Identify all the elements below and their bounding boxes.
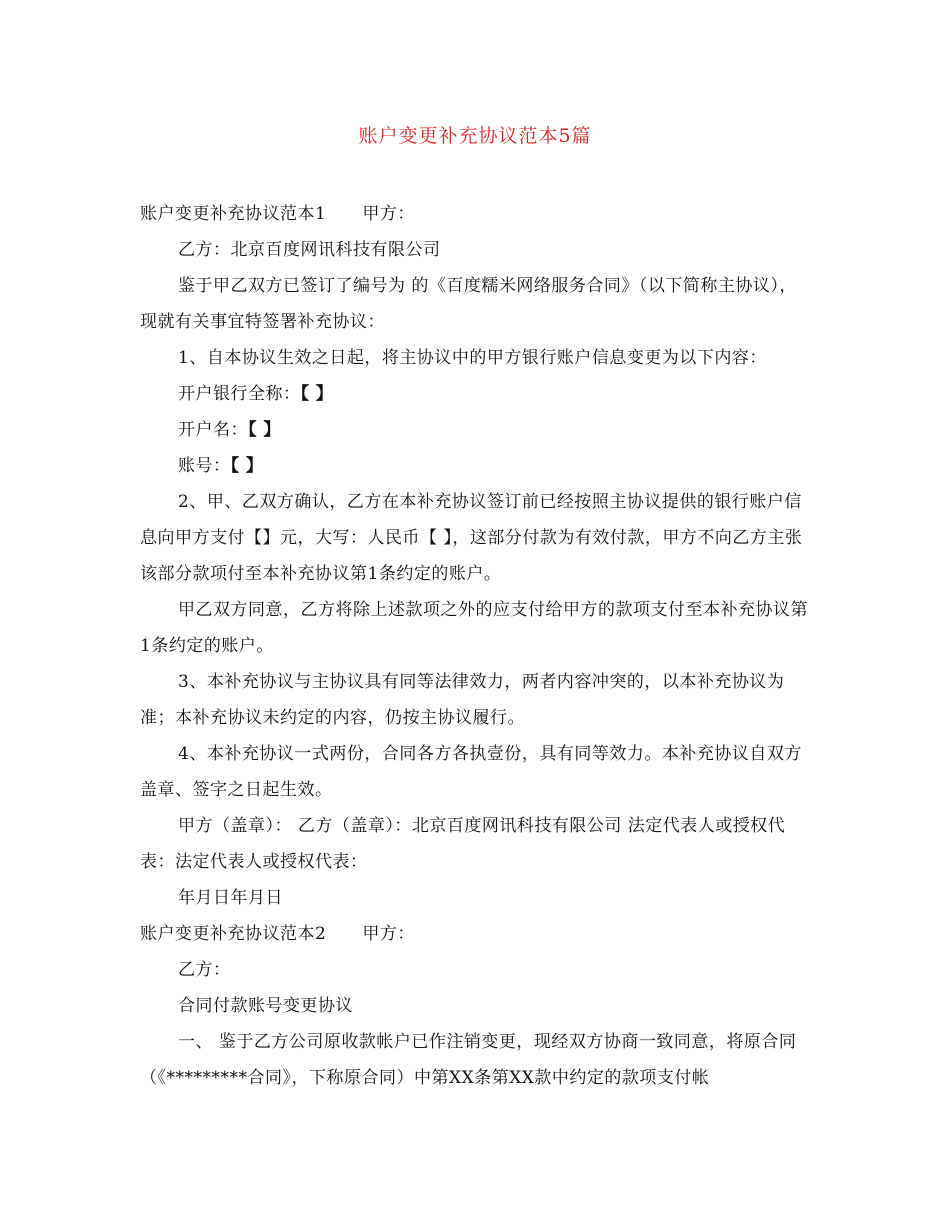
account-number-line bbox=[140, 448, 812, 484]
clause-1: 1、自本协议生效之日起，将主协议中的甲方银行账户信息变更为以下内容： bbox=[178, 348, 767, 368]
signature-block: 甲方（盖章）： 乙方（盖章）：北京百度网讯科技有限公司 法定代表人或授权代表：法定代表人或授权代表： bbox=[140, 816, 786, 872]
clause-2-continued: 甲乙双方同意，乙方将除上述款项之外的应支付给甲方的款项支付至本补充协议第1条约定的账户。 bbox=[140, 600, 808, 656]
section-heading-2 bbox=[140, 916, 812, 952]
section-heading-2-text: 账户变更补充协议范本2 bbox=[140, 924, 327, 944]
section-heading-1-text: 账户变更补充协议范本1 bbox=[140, 204, 327, 224]
account-name-label: 开户名： bbox=[178, 420, 248, 440]
account-name-value: 【 】 bbox=[248, 420, 281, 440]
clause-4: 4、本补充协议一式两份，合同各方各执壹份，具有同等效力。本补充协议自双方盖章、签字之日起生效。 bbox=[140, 744, 802, 800]
account-number-label: 账号： bbox=[178, 456, 231, 476]
section-2-clause-1: 一、 鉴于乙方公司原收款帐户已作注销变更，现经双方协商一致同意，将原合同（《*********合同》，下称原合同）中第XX条第XX款中约定的款项支付帐 bbox=[140, 1032, 797, 1088]
intro-paragraph: 鉴于甲乙双方已签订了编号为 的《百度糯米网络服务合同》（以下简称主协议），现就有关事宜特签署补充协议： bbox=[140, 276, 797, 332]
document-body bbox=[140, 196, 812, 1096]
date-line: 年月日年月日 bbox=[178, 888, 283, 908]
clause-2: 2、甲、乙双方确认，乙方在本补充协议签订前已经按照主协议提供的银行账户信息向甲方支付【】元，大写：人民币【 】，这部分付款为有效付款，甲方不向乙方主张该部分款项付至本补充协议第1条约定的账户。 bbox=[140, 492, 803, 584]
account-number-value: 【 】 bbox=[230, 456, 264, 476]
document-title: 账户变更补充协议范本5篇 bbox=[358, 125, 592, 147]
clause-3: 3、本补充协议与主协议具有同等法律效力，两者内容冲突的，以本补充协议为准；本补充协议未约定的内容，仍按主协议履行。 bbox=[140, 672, 785, 728]
bank-name-line bbox=[140, 376, 812, 412]
section-2-subtitle: 合同付款账号变更协议 bbox=[178, 996, 353, 1016]
bank-name-label: 开户银行全称： bbox=[178, 384, 301, 404]
party-b-line-2: 乙方： bbox=[178, 960, 231, 980]
section-heading-1 bbox=[140, 196, 812, 232]
bank-name-value: 【 】 bbox=[300, 384, 334, 404]
section-heading-2-party: 甲方： bbox=[362, 924, 415, 944]
account-name-line bbox=[140, 412, 812, 448]
party-b-line: 乙方：北京百度网讯科技有限公司 bbox=[178, 240, 441, 260]
section-heading-1-party: 甲方： bbox=[362, 204, 415, 224]
